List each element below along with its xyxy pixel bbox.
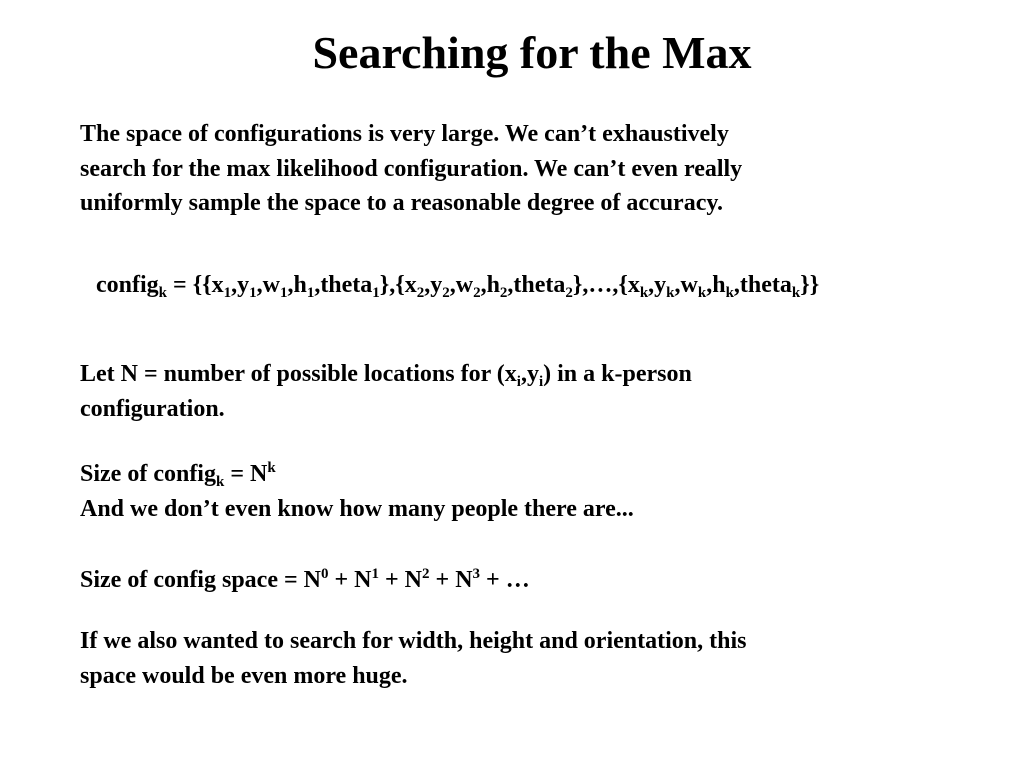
formula-seg: ,w	[449, 272, 474, 298]
config-formula	[96, 268, 819, 303]
formula-end: }}	[800, 272, 820, 298]
size-config-pre: Size of config	[80, 461, 216, 487]
slide-title: Searching for the Max	[312, 27, 752, 78]
formula-lhs-sub: k	[158, 285, 168, 301]
formula-seg: x	[627, 272, 640, 298]
formula-sub: 2	[442, 285, 450, 301]
formula-sub: 1	[372, 285, 380, 301]
size-space-sup: 0	[320, 566, 329, 582]
intro-line-3: uniformly sample the space to a reasonable degree of accuracy.	[80, 190, 724, 216]
size-config-sup: k	[267, 460, 276, 476]
formula-sub: 2	[499, 285, 508, 301]
size-space-tail: + …	[480, 567, 530, 593]
formula-sub: 1	[306, 285, 315, 301]
formula-sub: 1	[223, 285, 232, 301]
size-space-sup: 3	[472, 566, 481, 582]
let-n-line-1	[80, 357, 692, 392]
let-n-mid: ,y	[520, 361, 539, 387]
size-config-line-2: And we don’t even know how many people there are...	[80, 495, 634, 522]
size-config-sub: k	[215, 474, 225, 490]
formula-sub: k	[791, 285, 801, 301]
let-n-pre: Let N = number of possible locations for (x	[80, 361, 517, 387]
size-space-plus: + N	[328, 567, 372, 593]
let-n-line-2: configuration.	[80, 395, 225, 422]
formula-lhs: config	[96, 272, 159, 298]
formula-seg: ,y	[424, 272, 443, 298]
formula-seg: ,theta	[314, 272, 373, 298]
intro-line-2: search for the max likelihood configuration. We can’t even really	[80, 155, 743, 182]
formula-seg: ,h	[706, 272, 726, 298]
size-config-line-1	[80, 457, 634, 492]
formula-seg: ,w	[256, 272, 280, 298]
formula-seg: ,y	[231, 272, 250, 298]
formula-eq: = {{	[167, 272, 212, 298]
let-n-sub: i	[516, 374, 521, 390]
size-space-sup: 1	[371, 566, 379, 582]
formula-separator: },{	[379, 272, 405, 298]
size-space-line	[80, 563, 530, 598]
formula-sub: 1	[279, 285, 288, 301]
formula-sub: k	[697, 285, 707, 301]
size-space-sup: 2	[422, 566, 430, 582]
formula-sub: 2	[473, 285, 481, 301]
formula-sub: k	[666, 285, 675, 301]
size-config-mid: = N	[224, 461, 268, 487]
extra-paragraph	[80, 624, 746, 693]
formula-sub: 2	[565, 285, 573, 301]
formula-seg: ,theta	[733, 272, 792, 298]
formula-sub: k	[725, 285, 734, 301]
intro-paragraph	[80, 117, 742, 221]
let-n-sub: i	[538, 374, 544, 390]
size-space-plus: + N	[379, 567, 423, 593]
let-n-paragraph	[80, 357, 692, 426]
formula-seg: ,theta	[507, 272, 566, 298]
formula-seg: ,w	[674, 272, 698, 298]
let-n-post: ) in a k-person	[543, 361, 692, 387]
size-space-pre: Size of config space = N	[80, 567, 321, 593]
formula-seg: ,h	[480, 272, 500, 298]
size-space-plus: + N	[429, 567, 473, 593]
extra-line-1: If we also wanted to search for width, height and orientation, this	[80, 628, 747, 654]
formula-seg: ,h	[287, 272, 307, 298]
formula-sub: k	[639, 285, 649, 301]
formula-seg: x	[404, 272, 417, 298]
formula-sub: 1	[249, 285, 257, 301]
formula-seg: x	[211, 272, 224, 298]
extra-line-2: space would be even more huge.	[80, 662, 408, 689]
size-config-paragraph	[80, 457, 634, 526]
intro-line-1: The space of configurations is very large. We can’t exhaustively	[80, 121, 729, 147]
formula-seg: ,y	[648, 272, 667, 298]
formula-sub: 2	[416, 285, 425, 301]
formula-separator: },…,{	[572, 272, 628, 298]
